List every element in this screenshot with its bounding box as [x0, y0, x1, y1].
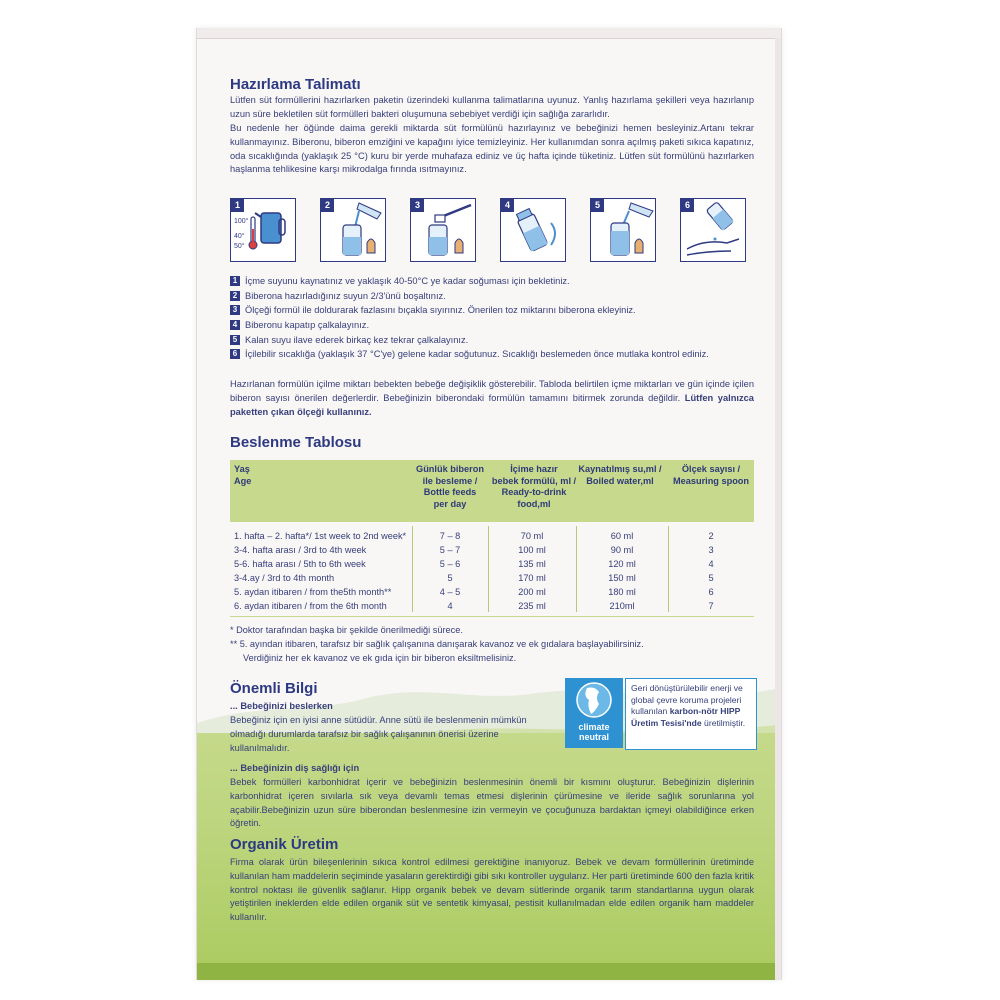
header-boiled-water: Kaynatılmış su,ml / Boiled water,ml [578, 464, 662, 486]
shake-bottle-icon [501, 199, 565, 261]
table-title: Beslenme Tablosu [230, 434, 362, 451]
table-row: 3-4. hafta arası / 3rd to 4th week 5 – 7 100 ml 90 ml 3 [234, 545, 714, 555]
prep-paragraph-1: Lütfen süt formüllerini hazırlarken paketin üzerindeki kullanma talimatlarına uyunuz. Yanlış hazırlama şekilleri veya hazırlanıp uzun süre bekletilen süt formülleri bakteri oluşumuna sebebiyet verdiği için sağlığa zararlıdır. [230, 95, 754, 119]
step-list [230, 274, 770, 362]
step-number-3: 3 [411, 199, 424, 212]
table-row: 3-4.ay / 3rd to 4th month 5 170 ml 150 ml 5 [234, 573, 714, 583]
table-row: 1. hafta – 2. hafta*/ 1st week to 2nd week* 7 – 8 70 ml 60 ml 2 [234, 531, 714, 541]
footnote-2: ** 5. ayından itibaren, tarafsız bir sağlık çalışanına danışarak kavanoz ve ek gıdalara başlayabilirsiniz. [230, 639, 644, 649]
step-icon-box-6 [680, 198, 746, 262]
header-bottle-feeds: Günlük biberon ile besleme / Bottle feeds per day [416, 464, 484, 509]
important-paragraph-2: Bebek formülleri karbonhidrat içerir ve bebeğinizin beslenmesinin önemli bir kısmını oluşturur. Bebeğinizin dişlerinin karbonhidrat içeren sıvılarla sık veya devamlı temas etmesi dişlerinin çürümesine ve ileride sağlık sorunlarına yol açabilir.Bebeğinizin uzun süre biberondan beslenmesine izin vermeyin ve çocuğunuza bardaktan içmeyi olabildiğince erken öğretin. [230, 777, 754, 829]
scoop-formula-icon [411, 199, 475, 261]
organic-paragraph: Firma olarak ürün bileşenlerinin sıkıca kontrol edilmesi gerektiğine inanıyoruz. Bebek ve devam formüllerinin üretiminde kullanılan ham maddelerin seçiminde yasaların gerektirdiği gibi sıkı kontroller uygularız. Her parti üretiminde 600 den fazla kritik kontrol noktası ile güvenlik sağlanır. Hipp organik bebek ve devam sütlerinde organik tarım standartlarına uygun olarak yetiştirilen ineklerden elde edilen organik süt ve sentetik kimyasal, pestisit kullanılmadan elde edilen organik ham maddeler kullanılır. [230, 857, 754, 923]
bottom-strip [197, 963, 781, 980]
important-paragraph-1: Bebeğiniz için en iyisi anne sütüdür. Anne sütü ile beslenmenin mümkün olmadığı durumlarda tarafsız bir sağlık çalışanının önerisi üzerine kullanılmalıdır. [230, 715, 527, 753]
step-row-2: 2 Biberona hazırladığınız suyun 2/3'ünü boşaltınız. [230, 289, 770, 304]
header-measuring-spoon: Ölçek sayısı / Measuring spoon [672, 464, 750, 486]
thermometer-labels: 100° 40° 50° [234, 218, 249, 250]
important-title: Önemli Bilgi [230, 680, 318, 697]
organic-title: Organik Üretim [230, 836, 339, 853]
footnote-3: Verdiğiniz her ek kavanoz ve ek gıda için bir biberon eksiltmelisiniz. [243, 653, 517, 663]
test-temperature-wrist-icon [681, 199, 745, 261]
header-age: Yaş Age [234, 464, 252, 486]
step-icon-box-4 [500, 198, 566, 262]
important-subtitle-1: ... Bebeğinizi beslerken [230, 701, 333, 711]
table-row: 6. aydan itibaren / from the 6th month 4 235 ml 210ml 7 [234, 601, 714, 611]
footnote-1: * Doktor tarafından başka bir şekilde önerilmediği sürece. [230, 625, 463, 635]
step-row-1: 1 İçme suyunu kaynatınız ve yaklaşık 40-50°C ye kadar soğuması için bekletiniz. [230, 274, 770, 289]
step-number-1: 1 [231, 199, 244, 212]
step-number-5: 5 [591, 199, 604, 212]
prep-paragraph-2: Bu nedenle her öğünde daima gerekli miktarda süt formülünü hazırlayınız ve bebeğinizi hemen besleyiniz.Artanı tekrar kullanmayınız. Biberonu, biberon emziğini ve kapağını iyice temizleyiniz. Her kullanımdan sonra açılmış paketi sıkıca kapatınız, oda sıcaklığında (yaklaşık 25 °C) kuru bir yerde muhafaza ediniz ve üç hafta içinde tüketiniz. Lütfen süt formülünü hazırlarken haşlanma tehlikesine karşı mikrodalga fırında ısıtmayınız. [230, 123, 754, 175]
step-number-4: 4 [501, 199, 514, 212]
box-side-edge [775, 38, 781, 980]
step-row-3: 3 Ölçeği formül ile doldurarak fazlasını bıçakla sıyırınız. Önerilen toz miktarını biberona ekleyiniz. [230, 303, 770, 318]
table-row: 5. aydan itibaren / from the5th month** 4 – 5 200 ml 180 ml 6 [234, 587, 714, 597]
step-number-6: 6 [681, 199, 694, 212]
prep-title: Hazırlama Talimatı [230, 76, 361, 93]
globe-icon [565, 678, 623, 722]
important-subtitle-2: ... Bebeğinizin diş sağlığı için [230, 763, 360, 773]
step-icon-box-5 [590, 198, 656, 262]
climate-neutral-label: climate neutral [578, 722, 610, 742]
box-top-edge [197, 28, 781, 39]
step-row-5: 5 Kalan suyu ilave ederek birkaç kez tekrar çalkalayınız. [230, 332, 770, 347]
prep-paragraph-3: Hazırlanan formülün içilme miktarı bebekten bebeğe değişiklik gösterebilir. Tabloda belirtilen içme miktarları ve gün içinde içilen biberon sayısı önerilen değerlerdir. Bebeğinizin biberondaki formülün tamamını bitirmek zorunda değildir. Lütfen yalnızca paketten çıkan ölçeği kullanınız. [230, 379, 754, 417]
step-row-6: 6 İçilebilir sıcaklığa (yaklaşık 37 °C'ye) gelene kadar soğutunuz. Sıcaklığı beslemeden önce mutlaka kontrol ediniz. [230, 347, 770, 362]
table-bottom-rule [230, 616, 754, 617]
climate-neutral-badge [565, 678, 623, 748]
step-icon-box-2 [320, 198, 386, 262]
step-icon-box-1 [230, 198, 296, 262]
climate-info-box [625, 678, 757, 750]
climate-info-text: Geri dönüştürülebilir enerji ve global çevre koruma projeleri kullanılan karbon-nötr HIPP Üretim Tesisi'nde üretilmiştir. [631, 683, 746, 728]
step-number-2: 2 [321, 199, 334, 212]
add-water-icon [591, 199, 655, 261]
table-row: 5-6. hafta arası / 5th to 6th week 5 – 6 135 ml 120 ml 4 [234, 559, 714, 569]
header-ready-food: İçime hazır bebek formülü, ml / Ready-to-drink food,ml [491, 464, 577, 509]
pour-water-bottle-icon [321, 199, 385, 261]
step-row-4: 4 Biberonu kapatıp çalkalayınız. [230, 318, 770, 333]
step-icon-box-3 [410, 198, 476, 262]
